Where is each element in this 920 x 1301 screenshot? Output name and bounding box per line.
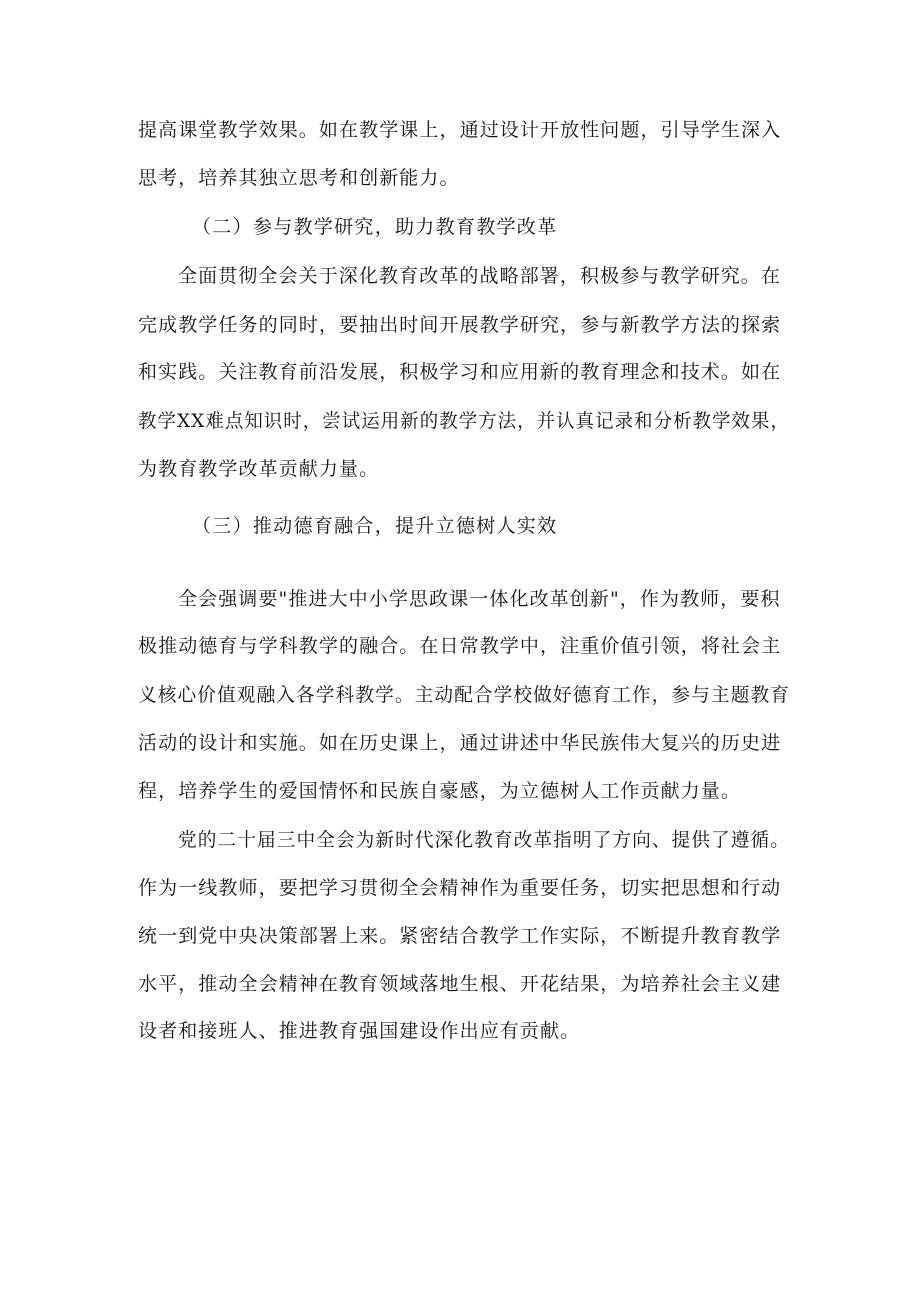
paragraph-4-line-4: 水平，推动全会精神在教育领域落地生根、开花结果，为培养社会主义建 xyxy=(138,973,782,995)
paragraph-4-line-1: 党的二十届三中全会为新时代深化教育改革指明了方向、提供了遵循。 xyxy=(178,829,791,851)
paragraph-2-line-2: 完成教学任务的同时，要抽出时间开展教学研究，参与新教学方法的探索 xyxy=(138,314,782,336)
paragraph-2-line-3: 和实践。关注教育前沿发展，积极学习和应用新的教育理念和技术。如在 xyxy=(138,361,782,383)
paragraph-2-line-5: 为教育教学改革贡献力量。 xyxy=(138,458,380,480)
paragraph-4-line-2: 作为一线教师，要把学习贯彻全会精神作为重要任务，切实把思想和行动 xyxy=(138,877,782,899)
paragraph-3-line-3: 义核心价值观融入各学科教学。主动配合学校做好德育工作，参与主题教育 xyxy=(138,684,790,706)
paragraph-2-line-1: 全面贯彻全会关于深化教育改革的战略部署，积极参与教学研究。在 xyxy=(178,265,782,287)
paragraph-3-line-2: 极推动德育与学科教学的融合。在日常教学中，注重价值引领，将社会主 xyxy=(138,635,782,657)
paragraph-4-line-3: 统一到党中央决策部署上来。紧密结合教学工作实际，不断提升教育教学 xyxy=(138,925,782,947)
paragraph-1-line-1: 提高课堂教学效果。如在教学课上，通过设计开放性问题，引导学生深入 xyxy=(138,119,782,141)
paragraph-2-line-4: 教学XX难点知识时，尝试运用新的教学方法，并认真记录和分析教学效果， xyxy=(138,410,791,432)
section-heading-2: （二）参与教学研究，助力教育教学改革 xyxy=(192,216,558,238)
paragraph-3-line-5: 程，培养学生的爱国情怀和民族自豪感，为立德树人工作贡献力量。 xyxy=(138,780,742,802)
section-heading-3: （三）推动德育融合，提升立德树人实效 xyxy=(192,515,558,537)
paragraph-3-line-1: 全会强调要"推进大中小学思政课一体化改革创新"，作为教师，要积 xyxy=(178,588,781,610)
paragraph-4-line-5: 设者和接班人、推进教育强国建设作出应有贡献。 xyxy=(138,1020,581,1042)
paragraph-1-line-2: 思考，培养其独立思考和创新能力。 xyxy=(138,167,460,189)
paragraph-3-line-4: 活动的设计和实施。如在历史课上，通过讲述中华民族伟大复兴的历史进 xyxy=(138,732,782,754)
